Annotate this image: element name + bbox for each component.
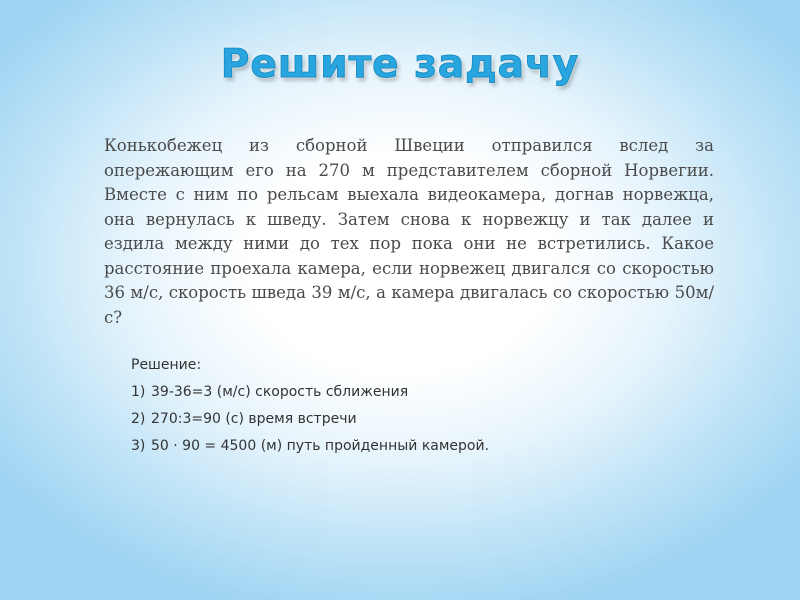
solution-step-1: [131, 383, 691, 401]
slide-title: Решите задачу: [220, 42, 580, 87]
step-number: 2): [131, 411, 146, 427]
solution-block: [131, 356, 691, 464]
solution-step-3: [131, 437, 691, 455]
step-text: 39-36=3 (м/с) скорость сближения: [151, 384, 409, 400]
problem-text: Конькобежец из сборной Швеции отправился вслед за опережающим его на 270 м представителем сборной Норвегии. Вместе с ним по рельсам выехала видеокамера, догнав норвежца, она вернулась к шведу. Затем снова к норвежцу и так далее и ездила между ними до тех пор пока они не встретились. Какое расстояние проехала камера, если норвежец двигался со скоростью 36 м/с, скорость шведа 39 м/с, а камера двигалась со скоростью 50м/с?: [104, 136, 714, 327]
step-text: 50 · 90 = 4500 (м) путь пройденный камерой.: [151, 438, 490, 454]
solution-steps: [131, 383, 691, 455]
step-text: 270:3=90 (с) время встречи: [151, 411, 357, 427]
step-number: 1): [131, 384, 146, 400]
solution-step-2: [131, 410, 691, 428]
solution-heading: Решение:: [131, 357, 202, 373]
step-number: 3): [131, 438, 146, 454]
